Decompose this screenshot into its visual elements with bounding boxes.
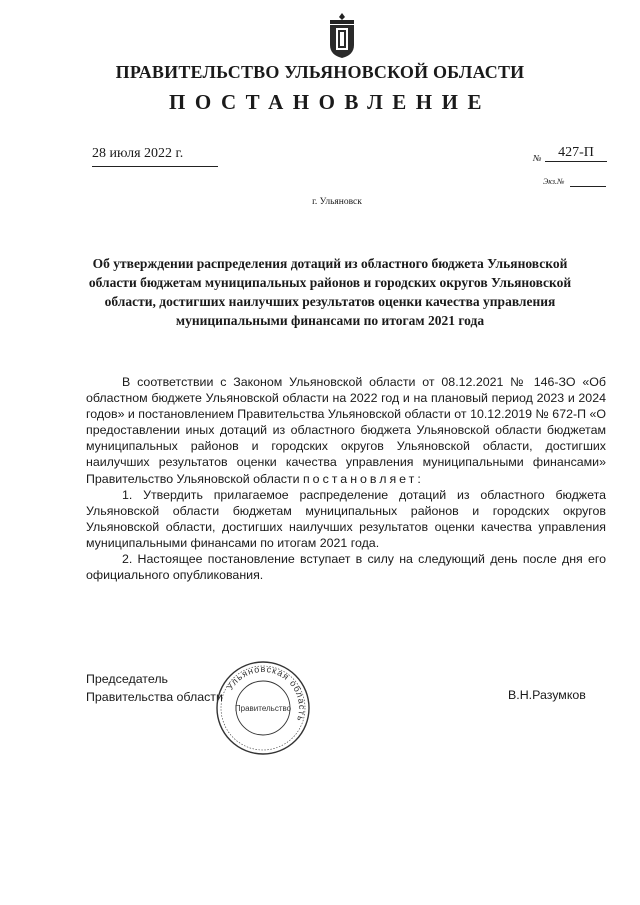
item-2-paragraph: 2. Настоящее постановление вступает в силу на следующий день после дня его официального опубликования. bbox=[86, 552, 606, 583]
item-1-paragraph: 1. Утвердить прилагаемое распределение дотаций из областного бюджета Ульяновской области бюджетам муниципальных районов и городских округов Ульяновской области, достигших наилучших результатов оценки качества управления муниципальными финансами по итогам 2021 года. bbox=[86, 487, 606, 550]
document-body bbox=[86, 374, 606, 583]
copy-number-label: Экз.№ bbox=[543, 177, 565, 186]
preamble-paragraph bbox=[86, 374, 606, 487]
document-date: 28 июля 2022 г. bbox=[92, 146, 184, 161]
stamp-center-text: Правительство bbox=[234, 704, 292, 713]
document-number: 427-П bbox=[545, 145, 607, 162]
city-name: г. Ульяновск bbox=[312, 197, 362, 207]
preamble-text: В соответствии с Законом Ульяновской области от 08.12.2021 № 146-ЗО «Об областном бюджете Ульяновской области на 2022 год и на плановый период 2023 и 2024 годов» и постановлением Правительства Ульяновской области от 10.12.2019 № 672-П «О предоставлении иных дотаций из областного бюджета Ульяновской области бюджетам муниципальных районов и городских округов Ульяновской области, достигших наилучших результатов оценки качества управления муниципальными финансами» Правительство Ульяновской области bbox=[86, 375, 606, 486]
official-stamp bbox=[215, 660, 311, 756]
position-line-1: Председатель bbox=[86, 672, 169, 686]
decree-word: постановляет: bbox=[302, 471, 424, 486]
date-underline bbox=[92, 166, 218, 167]
coat-of-arms-icon bbox=[327, 12, 357, 60]
stamp-ring-text: Ульяновская область bbox=[224, 663, 308, 724]
document-title: Об утверждении распределения дотаций из областного бюджета Ульяновской области бюджетам муниципальных районов и городских округов Ульяновской области, достигших наилучших результатов оценки качества управления муниципальными финансами по итогам 2021 года bbox=[88, 256, 572, 328]
number-label: № bbox=[533, 153, 542, 163]
signatory-position bbox=[86, 670, 223, 706]
document-type: ПОСТАНОВЛЕНИЕ bbox=[169, 90, 491, 114]
government-name: ПРАВИТЕЛЬСТВО УЛЬЯНОВСКОЙ ОБЛАСТИ bbox=[115, 62, 525, 82]
copy-number-line bbox=[570, 186, 606, 187]
signatory-name: В.Н.Разумков bbox=[508, 688, 586, 702]
position-line-2: Правительства области bbox=[86, 690, 223, 704]
